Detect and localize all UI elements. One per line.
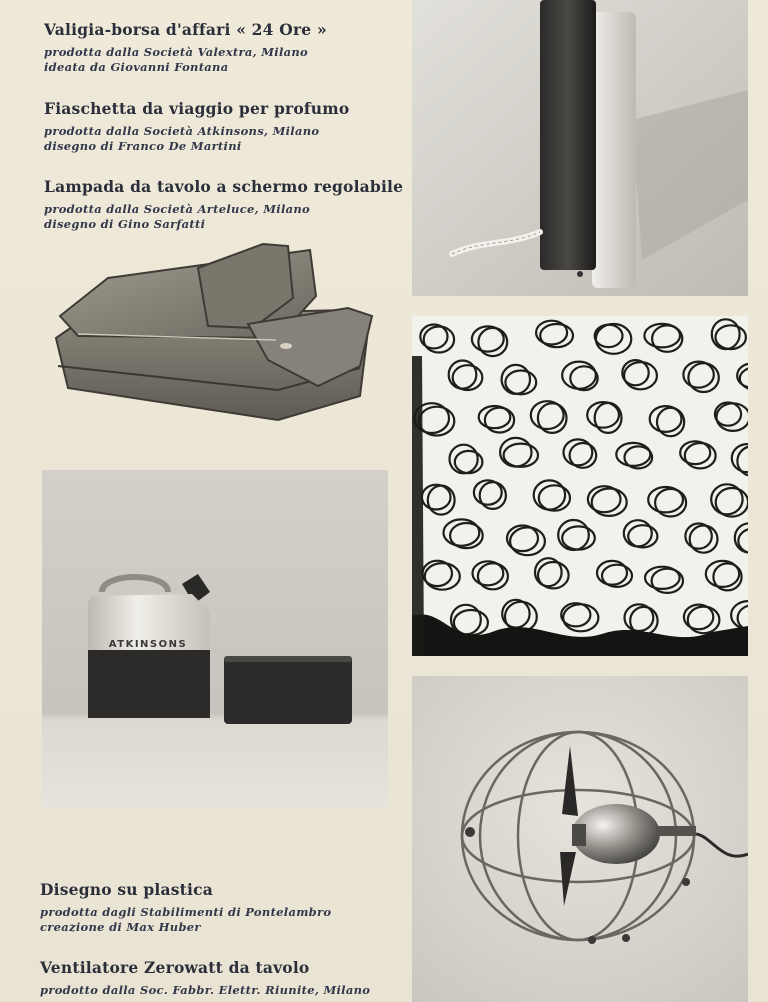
caption-title-fan: Ventilatore Zerowatt da tavolo [40,958,310,977]
caption-designer-lamp: disegno di Gino Sarfatti [44,217,206,231]
caption-title-plastic: Disegno su plastica [40,880,213,899]
caption-designer-briefcase: ideata da Giovanni Fontana [44,60,229,74]
caption-title-briefcase: Valigia-borsa d'affari « 24 Ore » [44,20,327,39]
caption-producer-plastic: prodotta dagli Stabilimenti di Pontelambro [40,905,332,919]
lamp-photo [412,0,748,296]
caption-producer-fan: prodotto dalla Soc. Fabbr. Elettr. Riunite, Milano [40,983,371,997]
caption-title-flask: Fiaschetta da viaggio per profumo [44,99,350,118]
caption-designer-plastic: creazione di Max Huber [40,920,201,934]
caption-producer-briefcase: prodotta dalla Società Valextra, Milano [44,45,309,59]
caption-producer-lamp: prodotta dalla Società Arteluce, Milano [44,202,310,216]
atkinsons-label: ATKINSONS [108,639,188,650]
atkinsons-flask-photo [42,470,388,808]
caption-producer-flask: prodotta dalla Società Atkinsons, Milano [44,124,320,138]
caption-title-lamp: Lampada da tavolo a schermo regolabile [44,177,404,196]
zerowatt-fan-photo [412,676,748,1002]
caption-designer-flask: disegno di Franco De Martini [44,139,242,153]
briefcase-photo [48,238,380,428]
plastic-pattern-photo [412,316,748,656]
